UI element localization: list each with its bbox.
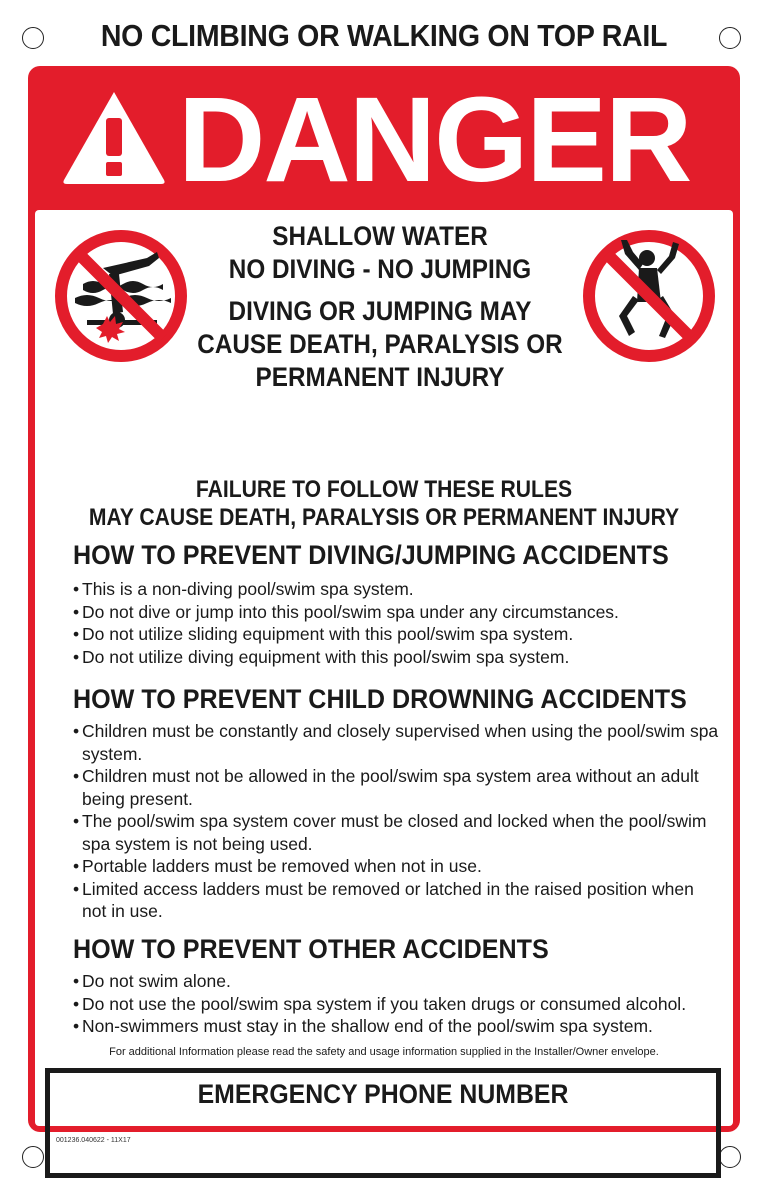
hazard-line: NO DIVING - NO JUMPING <box>228 254 532 284</box>
failure-line: FAILURE TO FOLLOW THESE RULES <box>195 476 573 503</box>
no-diving-icon <box>53 228 189 364</box>
mounting-hole-icon <box>719 1146 741 1168</box>
list-item: • Children must be constantly and closely supervised when using the pool/swim spa system. <box>73 721 719 764</box>
no-jumping-icon <box>581 228 717 364</box>
hazard-line: DIVING OR JUMPING MAY <box>228 296 532 326</box>
list-item: • Do not swim alone. <box>73 971 231 991</box>
bullet-list <box>73 970 723 1038</box>
hazard-line: SHALLOW WATER <box>272 221 488 251</box>
top-rail-warning: NO CLIMBING OR WALKING ON TOP RAIL <box>100 18 668 53</box>
warning-triangle-icon <box>60 88 168 186</box>
list-item: • Children must not be allowed in the pool/swim spa system area without an adult being present. <box>73 766 699 809</box>
danger-header <box>28 66 740 210</box>
list-item: • Non-swimmers must stay in the shallow end of the pool/swim spa system. <box>73 1016 653 1036</box>
product-code: 001236.040622 - 11X17 <box>56 1137 131 1144</box>
failure-line: MAY CAUSE DEATH, PARALYSIS OR PERMANENT INJURY <box>88 504 680 531</box>
list-item: • This is a non-diving pool/swim spa system. <box>73 579 414 599</box>
hazard-statement <box>175 220 585 394</box>
list-item: • Limited access ladders must be removed or latched in the raised position when not in use. <box>73 878 694 921</box>
danger-sign <box>28 66 740 1132</box>
section-title: HOW TO PREVENT DIVING/JUMPING ACCIDENTS <box>73 540 669 570</box>
hazard-line: PERMANENT INJURY <box>255 362 505 392</box>
footnote: For additional Information please read the safety and usage information supplied in the Installer/Owner envelope. <box>109 1046 659 1058</box>
section-title: HOW TO PREVENT OTHER ACCIDENTS <box>73 934 549 964</box>
bullet-list <box>73 720 723 923</box>
signal-word: DANGER <box>178 71 691 207</box>
list-item: • Do not dive or jump into this pool/swim spa under any circumstances. <box>73 601 619 622</box>
list-item: • Do not use the pool/swim spa system if you taken drugs or consumed alcohol. <box>73 993 687 1014</box>
bullet-list <box>73 578 723 668</box>
section-title: HOW TO PREVENT CHILD DROWNING ACCIDENTS <box>73 684 687 714</box>
mounting-hole-icon <box>22 1146 44 1168</box>
list-item: • Do not utilize sliding equipment with this pool/swim spa system. <box>73 624 574 644</box>
hazard-line: CAUSE DEATH, PARALYSIS OR <box>197 329 563 359</box>
failure-warning <box>35 476 733 532</box>
emergency-phone-label: EMERGENCY PHONE NUMBER <box>197 1079 569 1109</box>
list-item: • Do not utilize diving equipment with this pool/swim spa system. <box>73 646 570 667</box>
list-item: • Portable ladders must be removed when not in use. <box>73 856 482 876</box>
emergency-phone-box <box>45 1068 721 1178</box>
list-item: • The pool/swim spa system cover must be closed and locked when the pool/swim spa system is not being used. <box>73 811 707 854</box>
sign-panel <box>35 210 733 1126</box>
